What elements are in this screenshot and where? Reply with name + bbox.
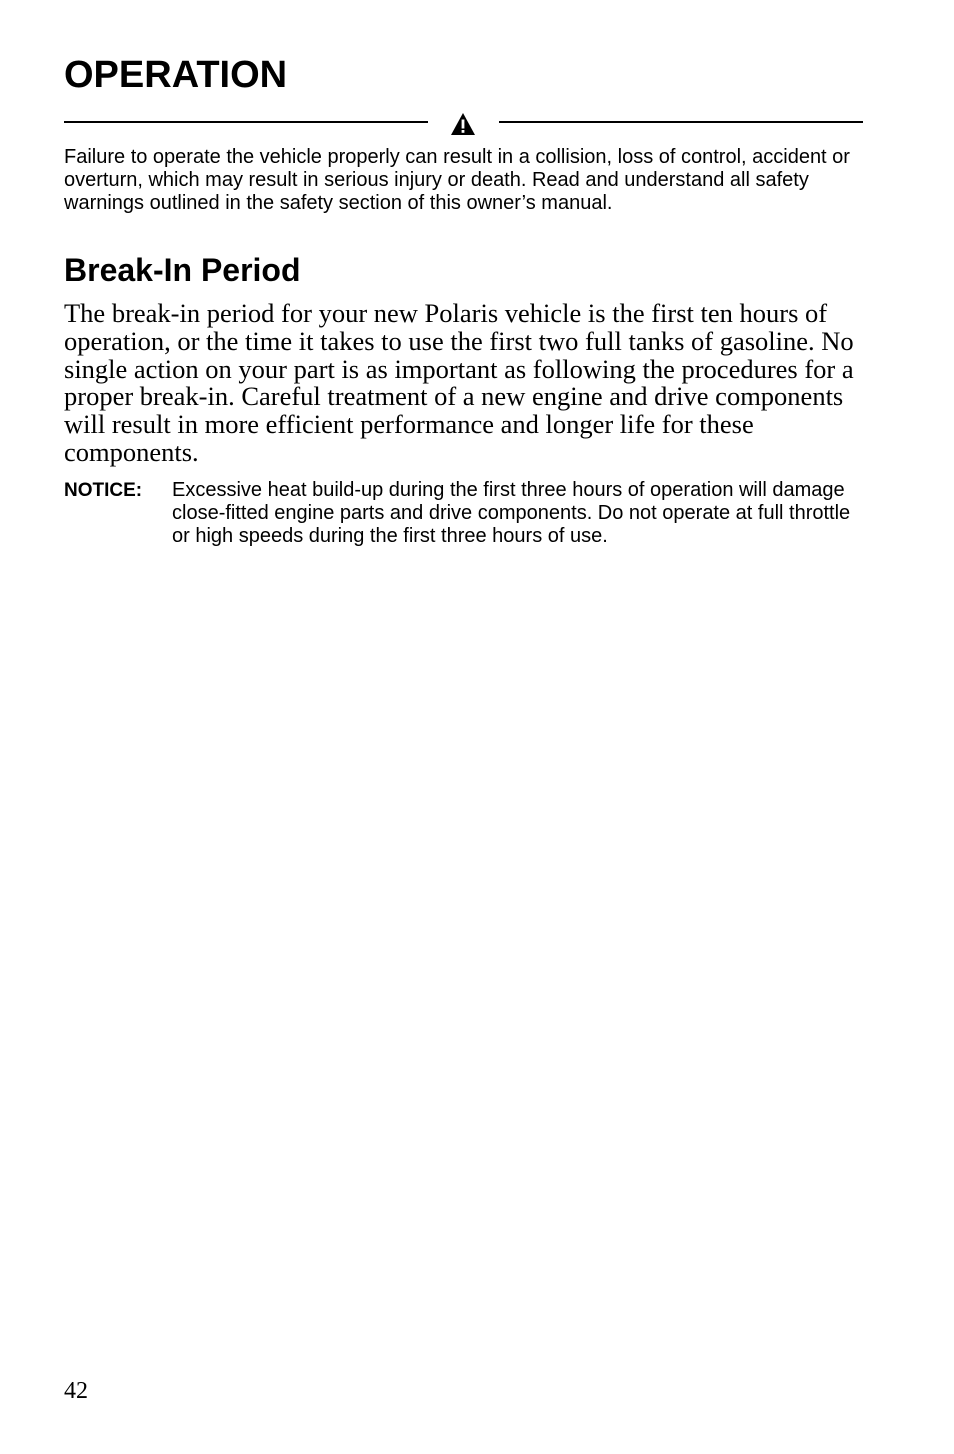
notice-label: NOTICE: [64,480,143,501]
page-number: 42 [64,1378,88,1404]
page-title: OPERATION [64,54,288,96]
warning-message: Failure to operate the vehicle properly can result in a collision, loss of control, accident or overturn, which may result in serious injury or death. Read and understand all safety warnings outlined in the safety section of this owner’s manual. [64,146,850,214]
notice-text: Excessive heat build-up during the first three hours of operation will damage close-fitted engine parts and drive components. Do not operate at full throttle or high speeds during the first three hours of use. [172,479,851,547]
break-in-paragraph: The break-in period for your new Polaris vehicle is the first ten hours of operation, or the time it takes to use the first two full tanks of gasoline. No single action on your part is as important as following the procedures for a proper break-in. Careful treatment of a new engine and drive components will result in more efficient performance and longer life for these components. [64,298,854,467]
divider-line-right [499,121,863,123]
warning-divider [64,106,863,140]
warning-triangle-icon [450,112,476,136]
section-title-break-in: Break-In Period [64,252,301,288]
divider-line-left [64,121,428,123]
